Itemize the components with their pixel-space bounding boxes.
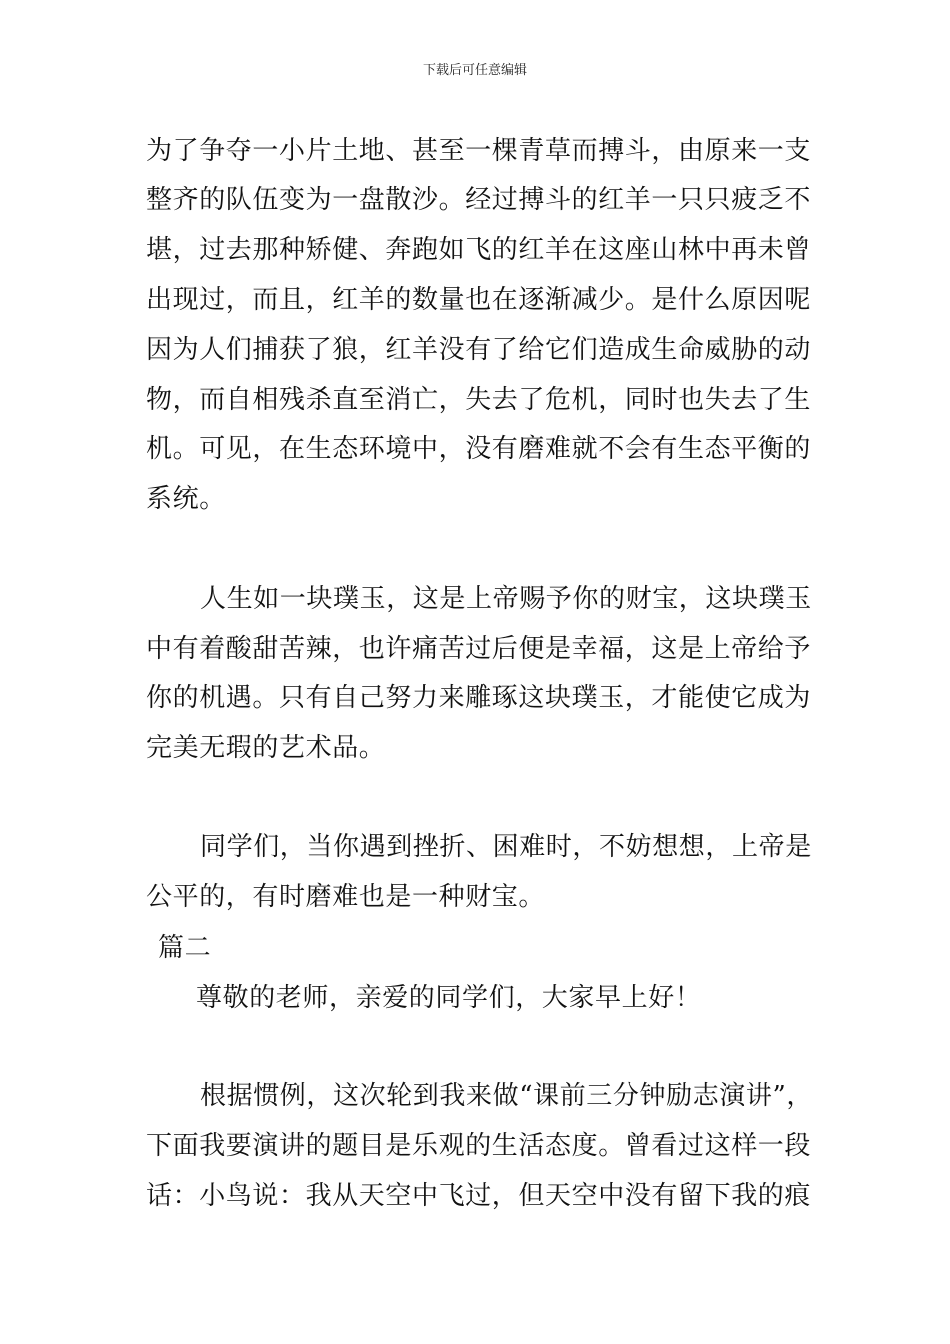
text-line: 物，而自相残杀直至消亡，失去了危机，同时也失去了生 — [146, 385, 812, 415]
text-line: 你的机遇。只有自己努力来雕琢这块璞玉，才能使它成为 — [146, 683, 812, 713]
text-line: 为了争夺一小片土地、甚至一棵青草而搏斗，由原来一支 — [146, 136, 812, 166]
text-line: 话：小鸟说：我从天空中飞过，但天空中没有留下我的痕 — [146, 1181, 812, 1211]
text-line: 机。可见，在生态环境中，没有磨难就不会有生态平衡的 — [146, 434, 812, 464]
section-heading: 篇二 — [158, 933, 212, 963]
text-line: 系统。 — [146, 484, 226, 514]
text-line: 下面我要演讲的题目是乐观的生活态度。曾看过这样一段 — [146, 1131, 812, 1161]
text-line: 公平的，有时磨难也是一种财宝。 — [146, 882, 546, 912]
text-line: 出现过，而且，红羊的数量也在逐渐减少。是什么原因呢 — [146, 285, 812, 315]
text-line: 完美无瑕的艺术品。 — [146, 733, 386, 763]
text-line: 人生如一块璞玉，这是上帝赐予你的财宝，这块璞玉 — [200, 584, 812, 614]
text-line: 整齐的队伍变为一盘散沙。经过搏斗的红羊一只只疲乏不 — [146, 185, 812, 215]
text-line: 中有着酸甜苦辣，也许痛苦过后便是幸福，这是上帝给予 — [146, 634, 812, 664]
text-line: 因为人们捕获了狼，红羊没有了给它们造成生命威胁的动 — [146, 335, 812, 365]
page-header: 下载后可任意编辑 — [422, 63, 527, 78]
text-line: 根据惯例，这次轮到我来做“课前三分钟励志演讲”， — [200, 1081, 813, 1111]
text-line: 同学们，当你遇到挫折、困难时，不妨想想，上帝是 — [200, 832, 812, 862]
text-line: 堪，过去那种矫健、奔跑如飞的红羊在这座山林中再未曾 — [146, 235, 812, 265]
greeting-line: 尊敬的老师，亲爱的同学们，大家早上好！ — [196, 983, 702, 1013]
